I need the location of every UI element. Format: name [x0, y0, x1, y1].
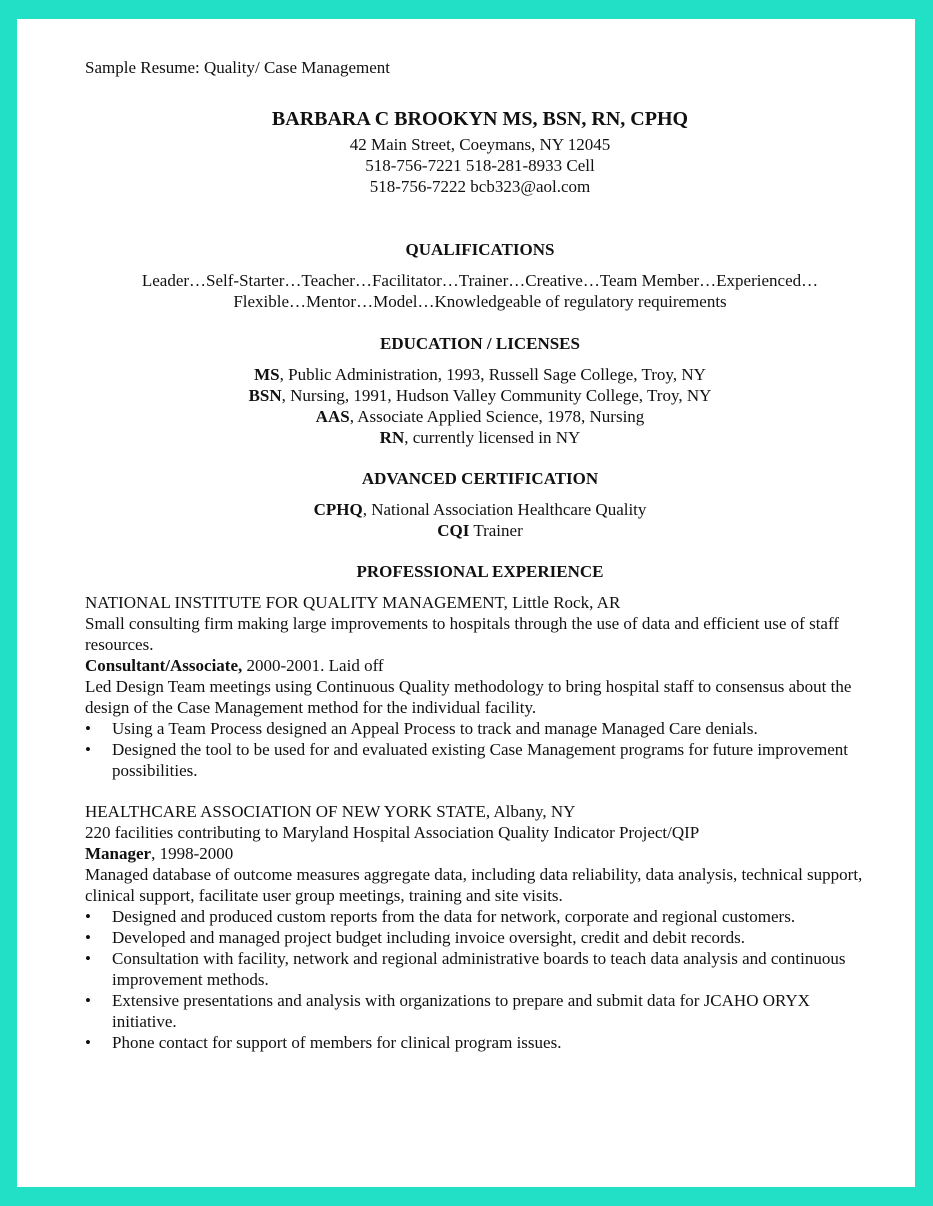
resume-page	[17, 19, 915, 1187]
education-item	[85, 406, 875, 427]
job-dates: , 1998-2000	[151, 844, 234, 863]
employer-line: NATIONAL INSTITUTE FOR QUALITY MANAGEMENT, Little Rock, AR	[85, 593, 621, 612]
qualifications-text	[85, 270, 875, 312]
degree-name: BSN	[248, 386, 282, 405]
job-bullets	[85, 906, 875, 1053]
certification-name: CQI	[437, 521, 470, 540]
candidate-name: BARBARA C BROOKYN MS, BSN, RN, CPHQ	[271, 108, 689, 130]
certification-name: CPHQ	[313, 500, 363, 519]
education-item	[85, 364, 875, 385]
employer-line: HEALTHCARE ASSOCIATION OF NEW YORK STATE, Albany, NY	[85, 802, 576, 821]
contact-header	[85, 107, 875, 197]
degree-name: RN	[379, 428, 405, 447]
degree-details: , currently licensed in NY	[404, 428, 581, 447]
job-title-line	[85, 843, 875, 864]
resume-document	[85, 57, 875, 1053]
job-dates: 2000-2001. Laid off	[242, 656, 384, 675]
job-summary: Led Design Team meetings using Continuous Quality methodology to bring hospital staff to consensus about the design of the Case Management method for the individual facility.	[85, 677, 852, 717]
certification-details: Trainer	[469, 521, 523, 540]
certification-details: , National Association Healthcare Quality	[362, 500, 647, 519]
phone-email-line: 518-756-7222 bcb323@aol.com	[369, 177, 591, 196]
job-title-line	[85, 655, 875, 676]
certification-item	[85, 499, 875, 520]
job-entry	[85, 592, 875, 781]
certification-list	[85, 499, 875, 541]
list-item: • Developed and managed project budget including invoice oversight, credit and debit records.	[85, 927, 875, 948]
list-item: • Phone contact for support of members for clinical program issues.	[85, 1032, 875, 1053]
education-heading: EDUCATION / LICENSES	[380, 334, 580, 353]
job-title: Consultant/Associate,	[85, 656, 243, 675]
list-item: • Consultation with facility, network and regional administrative boards to teach data analysis and continuous improvement methods.	[85, 948, 875, 990]
qualifications-line-1: Leader…Self-Starter…Teacher…Facilitator…Trainer…Creative…Team Member…Experienced…	[141, 271, 819, 290]
job-title: Manager	[85, 844, 152, 863]
job-bullets	[85, 718, 875, 781]
employer-description: Small consulting firm making large improvements to hospitals through the use of data and efficient use of staff resources.	[85, 614, 839, 654]
degree-details: , Public Administration, 1993, Russell Sage College, Troy, NY	[279, 365, 706, 384]
list-item: • Designed the tool to be used for and evaluated existing Case Management programs for future improvement possibilities.	[85, 739, 875, 781]
certification-item	[85, 520, 875, 541]
education-item	[85, 385, 875, 406]
job-entry	[85, 801, 875, 1053]
job-summary: Managed database of outcome measures aggregate data, including data reliability, data analysis, technical support, clinical support, facilitate user group meetings, training and site visits.	[85, 865, 863, 905]
list-item: • Designed and produced custom reports from the data for network, corporate and regional customers.	[85, 906, 875, 927]
sample-label: Sample Resume: Quality/ Case Management	[85, 58, 390, 77]
certification-heading: ADVANCED CERTIFICATION	[361, 469, 599, 488]
degree-details: , Nursing, 1991, Hudson Valley Community College, Troy, NY	[281, 386, 712, 405]
list-item: • Extensive presentations and analysis with organizations to prepare and submit data for JCAHO ORYX initiative.	[85, 990, 875, 1032]
degree-name: AAS	[315, 407, 350, 426]
address-line: 42 Main Street, Coeymans, NY 12045	[349, 135, 611, 154]
experience-heading: PROFESSIONAL EXPERIENCE	[356, 562, 604, 581]
qualifications-line-2: Flexible…Mentor…Model…Knowledgeable of regulatory requirements	[233, 292, 727, 311]
education-item	[85, 427, 875, 448]
employer-description: 220 facilities contributing to Maryland Hospital Association Quality Indicator Project/QIP	[85, 823, 700, 842]
qualifications-heading: QUALIFICATIONS	[405, 240, 555, 259]
list-item: • Using a Team Process designed an Appeal Process to track and manage Managed Care denials.	[85, 718, 875, 739]
education-list	[85, 364, 875, 448]
degree-details: , Associate Applied Science, 1978, Nursing	[349, 407, 645, 426]
degree-name: MS	[254, 365, 280, 384]
phone-line-1: 518-756-7221 518-281-8933 Cell	[365, 156, 595, 175]
